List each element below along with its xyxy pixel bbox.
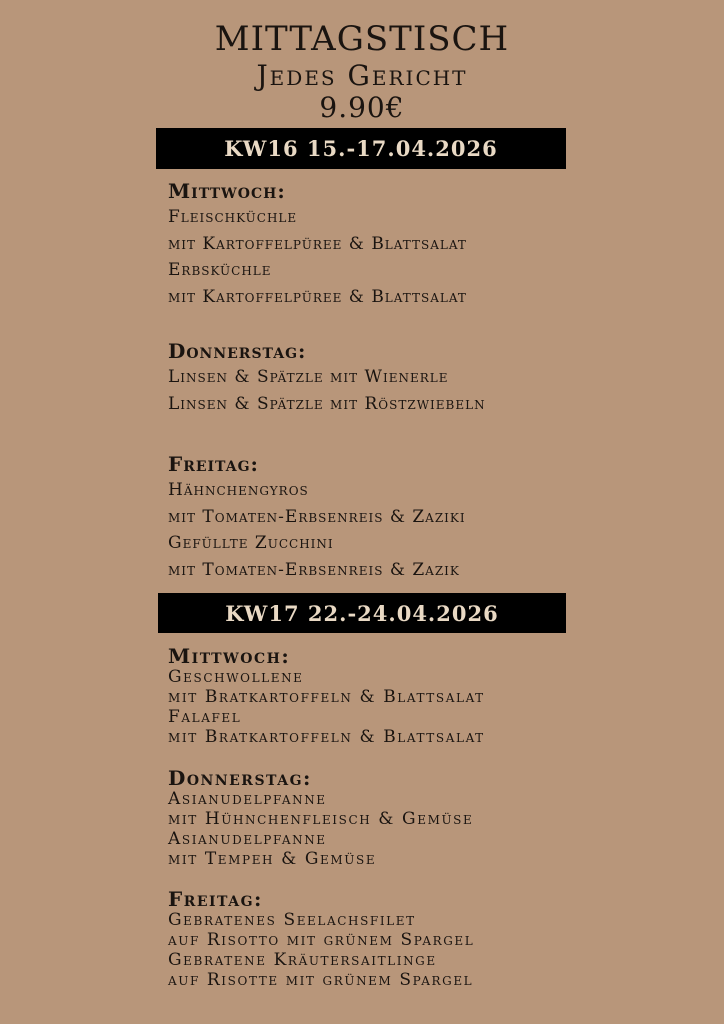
dish-item: mit Tempeh & Gemüse bbox=[168, 849, 377, 869]
dish-item: mit Bratkartoffeln & Blattsalat bbox=[168, 727, 485, 747]
day-section-friday-kw16 bbox=[168, 451, 466, 583]
week-banner-kw16: KW16 15.-17.04.2026 bbox=[156, 128, 566, 169]
day-heading: Freitag: bbox=[168, 887, 263, 911]
dish-item: Linsen & Spätzle mit Wienerle bbox=[168, 367, 449, 387]
menu-header bbox=[0, 18, 724, 124]
dish-item: Gebratenes Seelachsfilet bbox=[168, 910, 416, 930]
day-section-thursday-kw17 bbox=[168, 767, 473, 869]
day-heading: Donnerstag: bbox=[168, 339, 307, 363]
price-subtitle: Jedes Gericht bbox=[256, 59, 468, 92]
day-section-friday-kw17 bbox=[168, 888, 474, 990]
day-heading: Mittwoch: bbox=[168, 179, 286, 203]
price: 9.90€ bbox=[319, 91, 405, 124]
day-heading: Freitag: bbox=[168, 452, 259, 476]
dish-item: Asianudelpfanne bbox=[168, 789, 327, 809]
day-section-wednesday-kw16 bbox=[168, 178, 467, 310]
dish-item: Hähnchengyros bbox=[168, 480, 309, 500]
dish-item: Gebratene Kräutersaitlinge bbox=[168, 950, 437, 970]
dish-item: mit Hühnchenfleisch & Gemüse bbox=[168, 809, 474, 829]
dish-item: Linsen & Spätzle mit Röstzwiebeln bbox=[168, 393, 486, 414]
dish-item: Gefüllte Zucchini bbox=[168, 533, 334, 553]
dish-item: Fleischküchle bbox=[168, 207, 298, 227]
page-title: MITTAGSTISCH bbox=[214, 19, 510, 59]
day-heading: Donnerstag: bbox=[168, 766, 312, 790]
dish-item: Falafel bbox=[168, 707, 242, 727]
day-section-wednesday-kw17 bbox=[168, 645, 485, 747]
dish-item: Asianudelpfanne bbox=[168, 829, 327, 849]
dish-item: Erbsküchle bbox=[168, 260, 272, 280]
dish-item: auf Risotte mit grünem Spargel bbox=[168, 970, 474, 990]
week-banner-kw17: KW17 22.-24.04.2026 bbox=[158, 593, 566, 633]
dish-item: mit Tomaten-Erbsenreis & Zazik bbox=[168, 559, 460, 580]
dish-item: mit Kartoffelpüree & Blattsalat bbox=[168, 286, 467, 307]
dish-item: mit Bratkartoffeln & Blattsalat bbox=[168, 687, 485, 707]
day-heading: Mittwoch: bbox=[168, 644, 291, 668]
dish-item: auf Risotto mit grünem Spargel bbox=[168, 930, 475, 950]
dish-item: mit Kartoffelpüree & Blattsalat bbox=[168, 233, 467, 254]
day-section-thursday-kw16 bbox=[168, 338, 486, 417]
dish-item: mit Tomaten-Erbsenreis & Zaziki bbox=[168, 506, 466, 527]
dish-item: Geschwollene bbox=[168, 667, 304, 687]
